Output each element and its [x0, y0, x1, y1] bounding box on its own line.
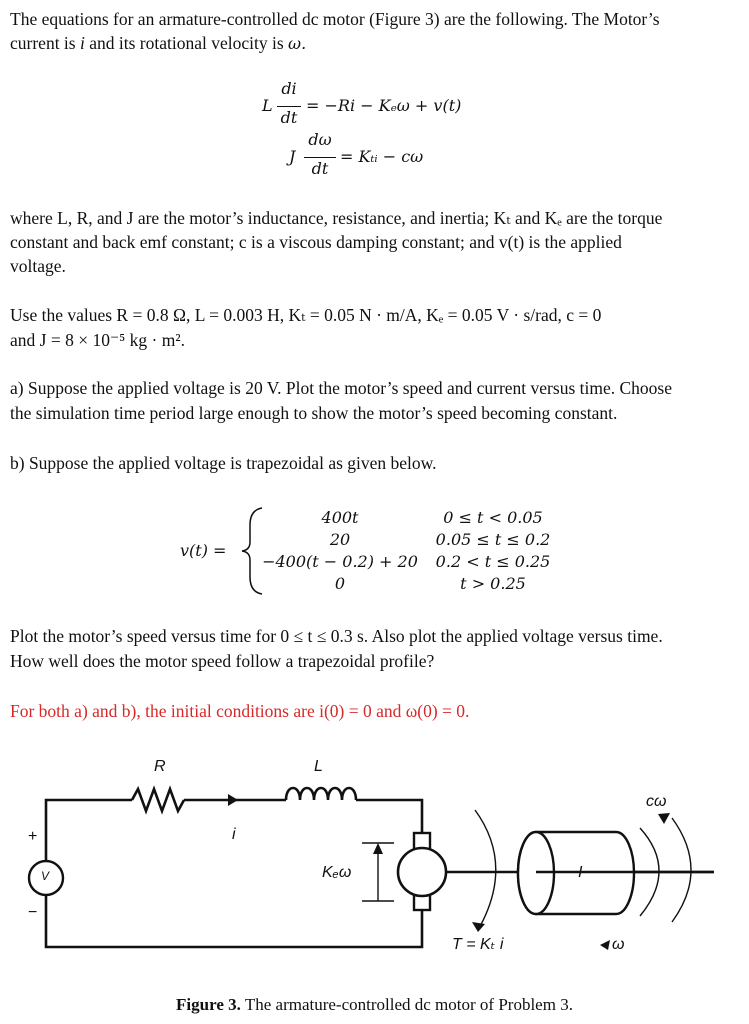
- label-minus: −: [28, 904, 38, 921]
- eq1-rhs: = −Ri − Kₑω + v(t): [306, 96, 462, 115]
- inductor-symbol: [286, 788, 356, 800]
- eq2-numerator: dω: [308, 130, 332, 149]
- label-voltage-source: V: [41, 869, 50, 883]
- eq1-coefficient: L: [262, 96, 273, 115]
- intro-text-a: current is: [10, 33, 80, 53]
- where-line-1: where L, R, and J are the motor’s inductance, resistance, and inertia; Kₜ and Kₑ are the torque: [10, 208, 663, 228]
- current-arrow: [228, 794, 238, 806]
- intro-line-1: The equations for an armature-controlled dc motor (Figure 3) are the following. The Motor’s: [10, 9, 660, 29]
- plot-line-2: How well does the motor speed follow a trapezoidal profile?: [10, 651, 435, 671]
- values-line-1: Use the values R = 0.8 Ω, L = 0.003 H, Kₜ = 0.05 N · m/A, Kₑ = 0.05 V · s/rad, c = 0: [10, 305, 602, 325]
- piecewise-cond-4: t > 0.25: [460, 574, 526, 593]
- initial-conditions: For both a) and b), the initial conditions are i(0) = 0 and ω(0) = 0.: [10, 701, 470, 721]
- part-a-line-1: a) Suppose the applied voltage is 20 V. Plot the motor’s speed and current versus time. Choose: [10, 378, 672, 398]
- piecewise-expr-2: 20: [329, 530, 351, 549]
- intro-var-i: i: [79, 33, 85, 53]
- wire-top-left: [46, 800, 132, 861]
- eq2-coefficient: J: [289, 147, 296, 166]
- wire-bottom: [46, 895, 422, 947]
- where-line-3: voltage.: [10, 256, 66, 276]
- eq1-numerator: di: [281, 79, 297, 98]
- piecewise-cond-3: 0.2 < t ≤ 0.25: [435, 552, 551, 571]
- intro-text-b: and its rotational velocity is: [84, 33, 289, 53]
- plot-line-1: Plot the motor’s speed versus time for 0 ≤ t ≤ 0.3 s. Also plot the applied voltage versus time.: [10, 626, 663, 646]
- caption-text: The armature-controlled dc motor of Problem 3.: [240, 995, 573, 1014]
- motor-armature: [398, 848, 446, 896]
- values-line-2: and J = 8 × 10⁻⁵ kg · m².: [10, 330, 185, 350]
- part-a-line-2: the simulation time period large enough to show the motor’s speed becoming constant.: [10, 403, 618, 423]
- label-damping: cω: [646, 793, 667, 810]
- caption-label: Figure 3.: [176, 995, 241, 1014]
- intro-var-omega: ω.: [288, 34, 307, 53]
- piecewise-cond-2: 0.05 ≤ t ≤ 0.2: [435, 530, 551, 549]
- figure-caption: [0, 994, 749, 1016]
- label-back-emf: Kₑω: [322, 864, 352, 881]
- resistor-symbol: [132, 789, 184, 811]
- eq1-denominator: dt: [280, 108, 298, 127]
- piecewise-expr-3: −400(t − 0.2) + 20: [262, 552, 418, 571]
- wire-top-right: [356, 800, 422, 834]
- where-line-2: constant and back emf constant; c is a viscous damping constant; and v(t) is the applied: [10, 232, 622, 252]
- label-inductor: L: [314, 758, 323, 775]
- eq2-denominator: dt: [311, 159, 329, 178]
- part-b-line-1: b) Suppose the applied voltage is trapezoidal as given below.: [10, 453, 437, 473]
- label-omega: ω: [612, 936, 625, 953]
- piecewise-cond-1: 0 ≤ t < 0.05: [443, 508, 543, 527]
- label-torque: T = Kₜ i: [452, 936, 504, 953]
- damping-arc: [672, 818, 691, 922]
- piecewise-expr-1: 400t: [321, 508, 359, 527]
- torque-arc: [475, 810, 496, 930]
- label-plus: +: [28, 828, 38, 845]
- label-current: i: [232, 826, 236, 843]
- eq2-rhs: = Kₜᵢ − cω: [340, 147, 424, 166]
- label-inertia: I: [578, 864, 583, 881]
- piecewise-lhs: v(t) =: [180, 541, 227, 560]
- label-resistor: R: [154, 758, 166, 775]
- piecewise-expr-4: 0: [334, 574, 346, 593]
